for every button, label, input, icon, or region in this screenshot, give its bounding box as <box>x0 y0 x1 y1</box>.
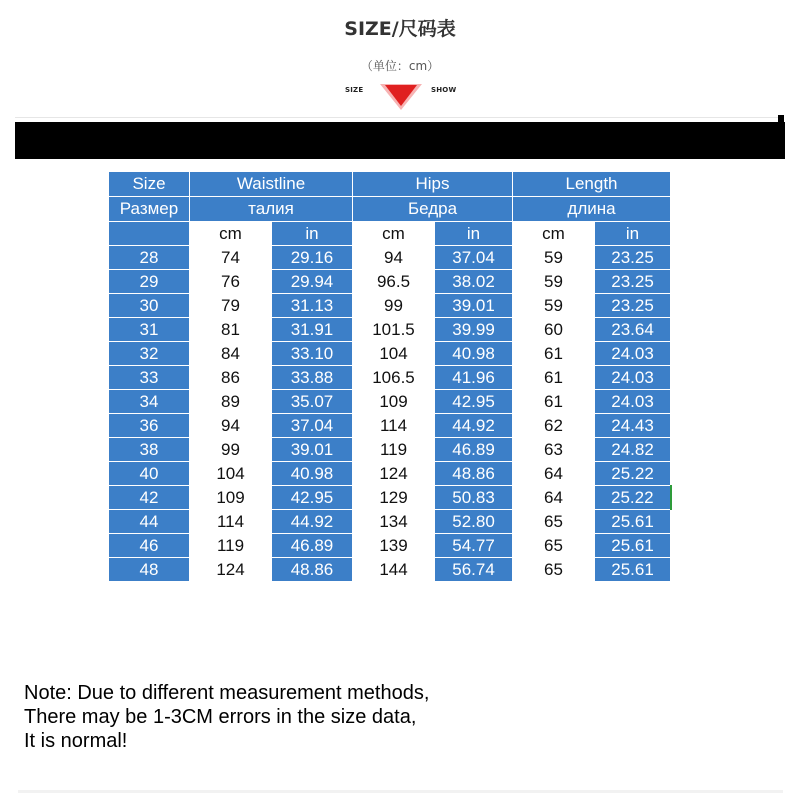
unit-label: （单位：cm） <box>360 59 440 73</box>
measurement-cell: 46.89 <box>435 438 513 462</box>
measurement-cell: 94 <box>190 414 272 438</box>
measurement-cell: 24.03 <box>595 390 671 414</box>
table-row <box>109 318 671 342</box>
note-line: It is normal! <box>24 730 128 752</box>
measurement-cell: 40.98 <box>435 342 513 366</box>
measurement-cell: 101.5 <box>353 318 435 342</box>
size-cell: 42 <box>109 486 190 510</box>
unit-cell: in <box>595 222 671 246</box>
measurement-cell: 23.25 <box>595 270 671 294</box>
measurement-cell: 104 <box>190 462 272 486</box>
measurement-cell: 62 <box>513 414 595 438</box>
size-cell: 48 <box>109 558 190 582</box>
measurement-cell: 76 <box>190 270 272 294</box>
measurement-cell: 48.86 <box>272 558 353 582</box>
measurement-cell: 25.61 <box>595 558 671 582</box>
measurement-cell: 59 <box>513 270 595 294</box>
measurement-cell: 41.96 <box>435 366 513 390</box>
measurement-cell: 23.25 <box>595 294 671 318</box>
measurement-cell: 31.91 <box>272 318 353 342</box>
measurement-cell: 29.16 <box>272 246 353 270</box>
measurement-cell: 74 <box>190 246 272 270</box>
unit-cell: cm <box>513 222 595 246</box>
measurement-cell: 25.22 <box>595 486 671 510</box>
measurement-cell: 33.10 <box>272 342 353 366</box>
measurement-cell: 25.61 <box>595 510 671 534</box>
measurement-cell: 59 <box>513 294 595 318</box>
measurement-cell: 56.74 <box>435 558 513 582</box>
measurement-note <box>24 681 429 753</box>
measurement-cell: 61 <box>513 366 595 390</box>
measurement-cell: 65 <box>513 510 595 534</box>
size-cell: 40 <box>109 462 190 486</box>
measurement-cell: 31.13 <box>272 294 353 318</box>
measurement-cell: 42.95 <box>435 390 513 414</box>
size-cell: 30 <box>109 294 190 318</box>
note-line: There may be 1-3CM errors in the size data, <box>24 706 417 728</box>
measurement-cell: 124 <box>353 462 435 486</box>
size-cell: 28 <box>109 246 190 270</box>
measurement-cell: 109 <box>190 486 272 510</box>
header-row-english <box>109 172 671 197</box>
table-row <box>109 366 671 390</box>
table-row <box>109 486 671 510</box>
measurement-cell: 59 <box>513 246 595 270</box>
measurement-cell: 96.5 <box>353 270 435 294</box>
unit-cell <box>109 222 190 246</box>
measurement-cell: 23.25 <box>595 246 671 270</box>
divider <box>15 117 783 118</box>
header-length: Length <box>513 172 671 197</box>
measurement-cell: 39.01 <box>435 294 513 318</box>
measurement-cell: 35.07 <box>272 390 353 414</box>
size-cell: 38 <box>109 438 190 462</box>
measurement-cell: 64 <box>513 462 595 486</box>
size-cell: 44 <box>109 510 190 534</box>
header-waist-ru: талия <box>190 197 353 222</box>
measurement-cell: 104 <box>353 342 435 366</box>
measurement-cell: 86 <box>190 366 272 390</box>
measurement-cell: 33.88 <box>272 366 353 390</box>
measurement-cell: 24.43 <box>595 414 671 438</box>
table-row <box>109 534 671 558</box>
size-cell: 31 <box>109 318 190 342</box>
measurement-cell: 25.22 <box>595 462 671 486</box>
measurement-cell: 94 <box>353 246 435 270</box>
header-row-russian <box>109 197 671 222</box>
size-cell: 32 <box>109 342 190 366</box>
measurement-cell: 46.89 <box>272 534 353 558</box>
size-chart-title: SIZE/尺码表 <box>344 18 456 40</box>
measurement-cell: 64 <box>513 486 595 510</box>
measurement-cell: 29.94 <box>272 270 353 294</box>
measurement-cell: 79 <box>190 294 272 318</box>
measurement-cell: 39.01 <box>272 438 353 462</box>
measurement-cell: 119 <box>190 534 272 558</box>
table-row <box>109 246 671 270</box>
measurement-cell: 106.5 <box>353 366 435 390</box>
measurement-cell: 109 <box>353 390 435 414</box>
table-row <box>109 294 671 318</box>
note-line: Note: Due to different measurement methods, <box>24 682 430 704</box>
measurement-cell: 48.86 <box>435 462 513 486</box>
measurement-cell: 24.03 <box>595 366 671 390</box>
measurement-cell: 81 <box>190 318 272 342</box>
measurement-cell: 99 <box>190 438 272 462</box>
size-show-banner <box>343 82 463 112</box>
size-table <box>108 171 672 582</box>
table-row <box>109 510 671 534</box>
black-banner-tab <box>778 115 784 123</box>
unit-cell: cm <box>353 222 435 246</box>
table-row <box>109 342 671 366</box>
size-show-left-label: SIZE <box>345 86 364 94</box>
bottom-divider <box>18 790 783 793</box>
table-row <box>109 558 671 582</box>
table-row <box>109 462 671 486</box>
size-cell: 36 <box>109 414 190 438</box>
measurement-cell: 61 <box>513 342 595 366</box>
table-row <box>109 414 671 438</box>
table-row <box>109 270 671 294</box>
header-size-ru: Размер <box>109 197 190 222</box>
size-cell: 46 <box>109 534 190 558</box>
unit-cell: cm <box>190 222 272 246</box>
header-hips: Hips <box>353 172 513 197</box>
size-cell: 33 <box>109 366 190 390</box>
measurement-cell: 24.03 <box>595 342 671 366</box>
measurement-cell: 60 <box>513 318 595 342</box>
black-banner <box>15 122 785 159</box>
measurement-cell: 25.61 <box>595 534 671 558</box>
measurement-cell: 24.82 <box>595 438 671 462</box>
header-waistline: Waistline <box>190 172 353 197</box>
unit-cell: in <box>435 222 513 246</box>
measurement-cell: 129 <box>353 486 435 510</box>
measurement-cell: 37.04 <box>435 246 513 270</box>
measurement-cell: 65 <box>513 534 595 558</box>
measurement-cell: 99 <box>353 294 435 318</box>
measurement-cell: 42.95 <box>272 486 353 510</box>
measurement-cell: 65 <box>513 558 595 582</box>
size-cell: 34 <box>109 390 190 414</box>
measurement-cell: 144 <box>353 558 435 582</box>
measurement-cell: 61 <box>513 390 595 414</box>
measurement-cell: 124 <box>190 558 272 582</box>
measurement-cell: 114 <box>190 510 272 534</box>
measurement-cell: 37.04 <box>272 414 353 438</box>
measurement-cell: 44.92 <box>272 510 353 534</box>
measurement-cell: 89 <box>190 390 272 414</box>
measurement-cell: 23.64 <box>595 318 671 342</box>
measurement-cell: 44.92 <box>435 414 513 438</box>
measurement-cell: 84 <box>190 342 272 366</box>
header-hips-ru: Бедра <box>353 197 513 222</box>
measurement-cell: 50.83 <box>435 486 513 510</box>
down-arrow-icon <box>379 82 423 112</box>
header-length-ru: длина <box>513 197 671 222</box>
measurement-cell: 139 <box>353 534 435 558</box>
header-size: Size <box>109 172 190 197</box>
table-row <box>109 390 671 414</box>
measurement-cell: 38.02 <box>435 270 513 294</box>
measurement-cell: 119 <box>353 438 435 462</box>
measurement-cell: 40.98 <box>272 462 353 486</box>
unit-cell: in <box>272 222 353 246</box>
unit-row <box>109 222 671 246</box>
measurement-cell: 39.99 <box>435 318 513 342</box>
measurement-cell: 52.80 <box>435 510 513 534</box>
measurement-cell: 54.77 <box>435 534 513 558</box>
measurement-cell: 134 <box>353 510 435 534</box>
measurement-cell: 114 <box>353 414 435 438</box>
size-show-right-label: SHOW <box>431 86 457 94</box>
measurement-cell: 63 <box>513 438 595 462</box>
table-row <box>109 438 671 462</box>
size-cell: 29 <box>109 270 190 294</box>
